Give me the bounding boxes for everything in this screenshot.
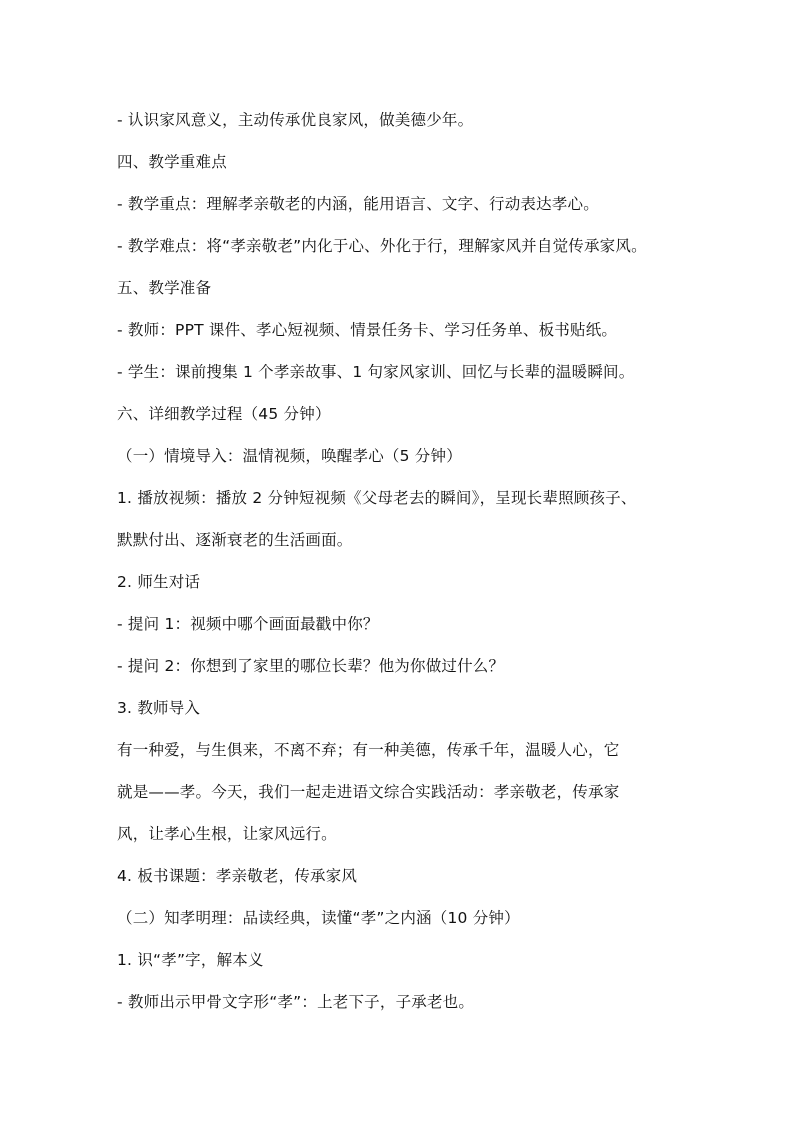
student-preparation-line: - 学生：课前搜集 1 个孝亲故事、1 句家风家训、回忆与长辈的温暖瞬间。 (117, 363, 635, 381)
section-heading-process: 六、详细教学过程（45 分钟） (117, 405, 331, 423)
section-heading-preparation: 五、教学准备 (117, 279, 212, 297)
step-heading-character: 1. 识“孝”字，解本义 (117, 951, 264, 969)
teacher-preparation-line: - 教师：PPT 课件、孝心短视频、情景任务卡、学习任务单、板书贴纸。 (117, 321, 618, 339)
difficult-point-line: - 教学难点：将“孝亲敬老”内化于心、外化于行，理解家风并自觉传承家风。 (117, 237, 647, 255)
objective-line: - 认识家风意义，主动传承优良家风，做美德少年。 (117, 111, 474, 129)
subsection-heading-intro: （一）情境导入：温情视频，唤醒孝心（5 分钟） (117, 447, 462, 465)
paragraph-line: 风，让孝心生根，让家风远行。 (117, 825, 337, 843)
paragraph-line: 就是——孝。今天，我们一起走进语文综合实践活动：孝亲敬老，传承家 (117, 783, 620, 801)
step-heading-dialogue: 2. 师生对话 (117, 573, 201, 591)
question-line: - 提问 2：你想到了家里的哪位长辈？他为你做过什么？ (117, 657, 505, 675)
paragraph-line: 有一种爱，与生俱来，不离不弃；有一种美德，传承千年，温暖人心，它 (117, 741, 620, 759)
subsection-heading-understanding: （二）知孝明理：品读经典，读懂“孝”之内涵（10 分钟） (117, 909, 520, 927)
question-line: - 提问 1：视频中哪个画面最戳中你？ (117, 615, 379, 633)
paragraph-line: 1. 播放视频：播放 2 分钟短视频《父母老去的瞬间》，呈现长辈照顾孩子、 (117, 489, 637, 507)
section-heading-key-points: 四、教学重难点 (117, 153, 227, 171)
explanation-line: - 教师出示甲骨文字形“孝”：上老下子，子承老也。 (117, 993, 475, 1011)
paragraph-line: 默默付出、逐渐衰老的生活画面。 (117, 531, 353, 549)
step-heading-board-title: 4. 板书课题：孝亲敬老，传承家风 (117, 867, 358, 885)
step-heading-introduction: 3. 教师导入 (117, 699, 201, 717)
key-point-line: - 教学重点：理解孝亲敬老的内涵，能用语言、文字、行动表达孝心。 (117, 195, 599, 213)
